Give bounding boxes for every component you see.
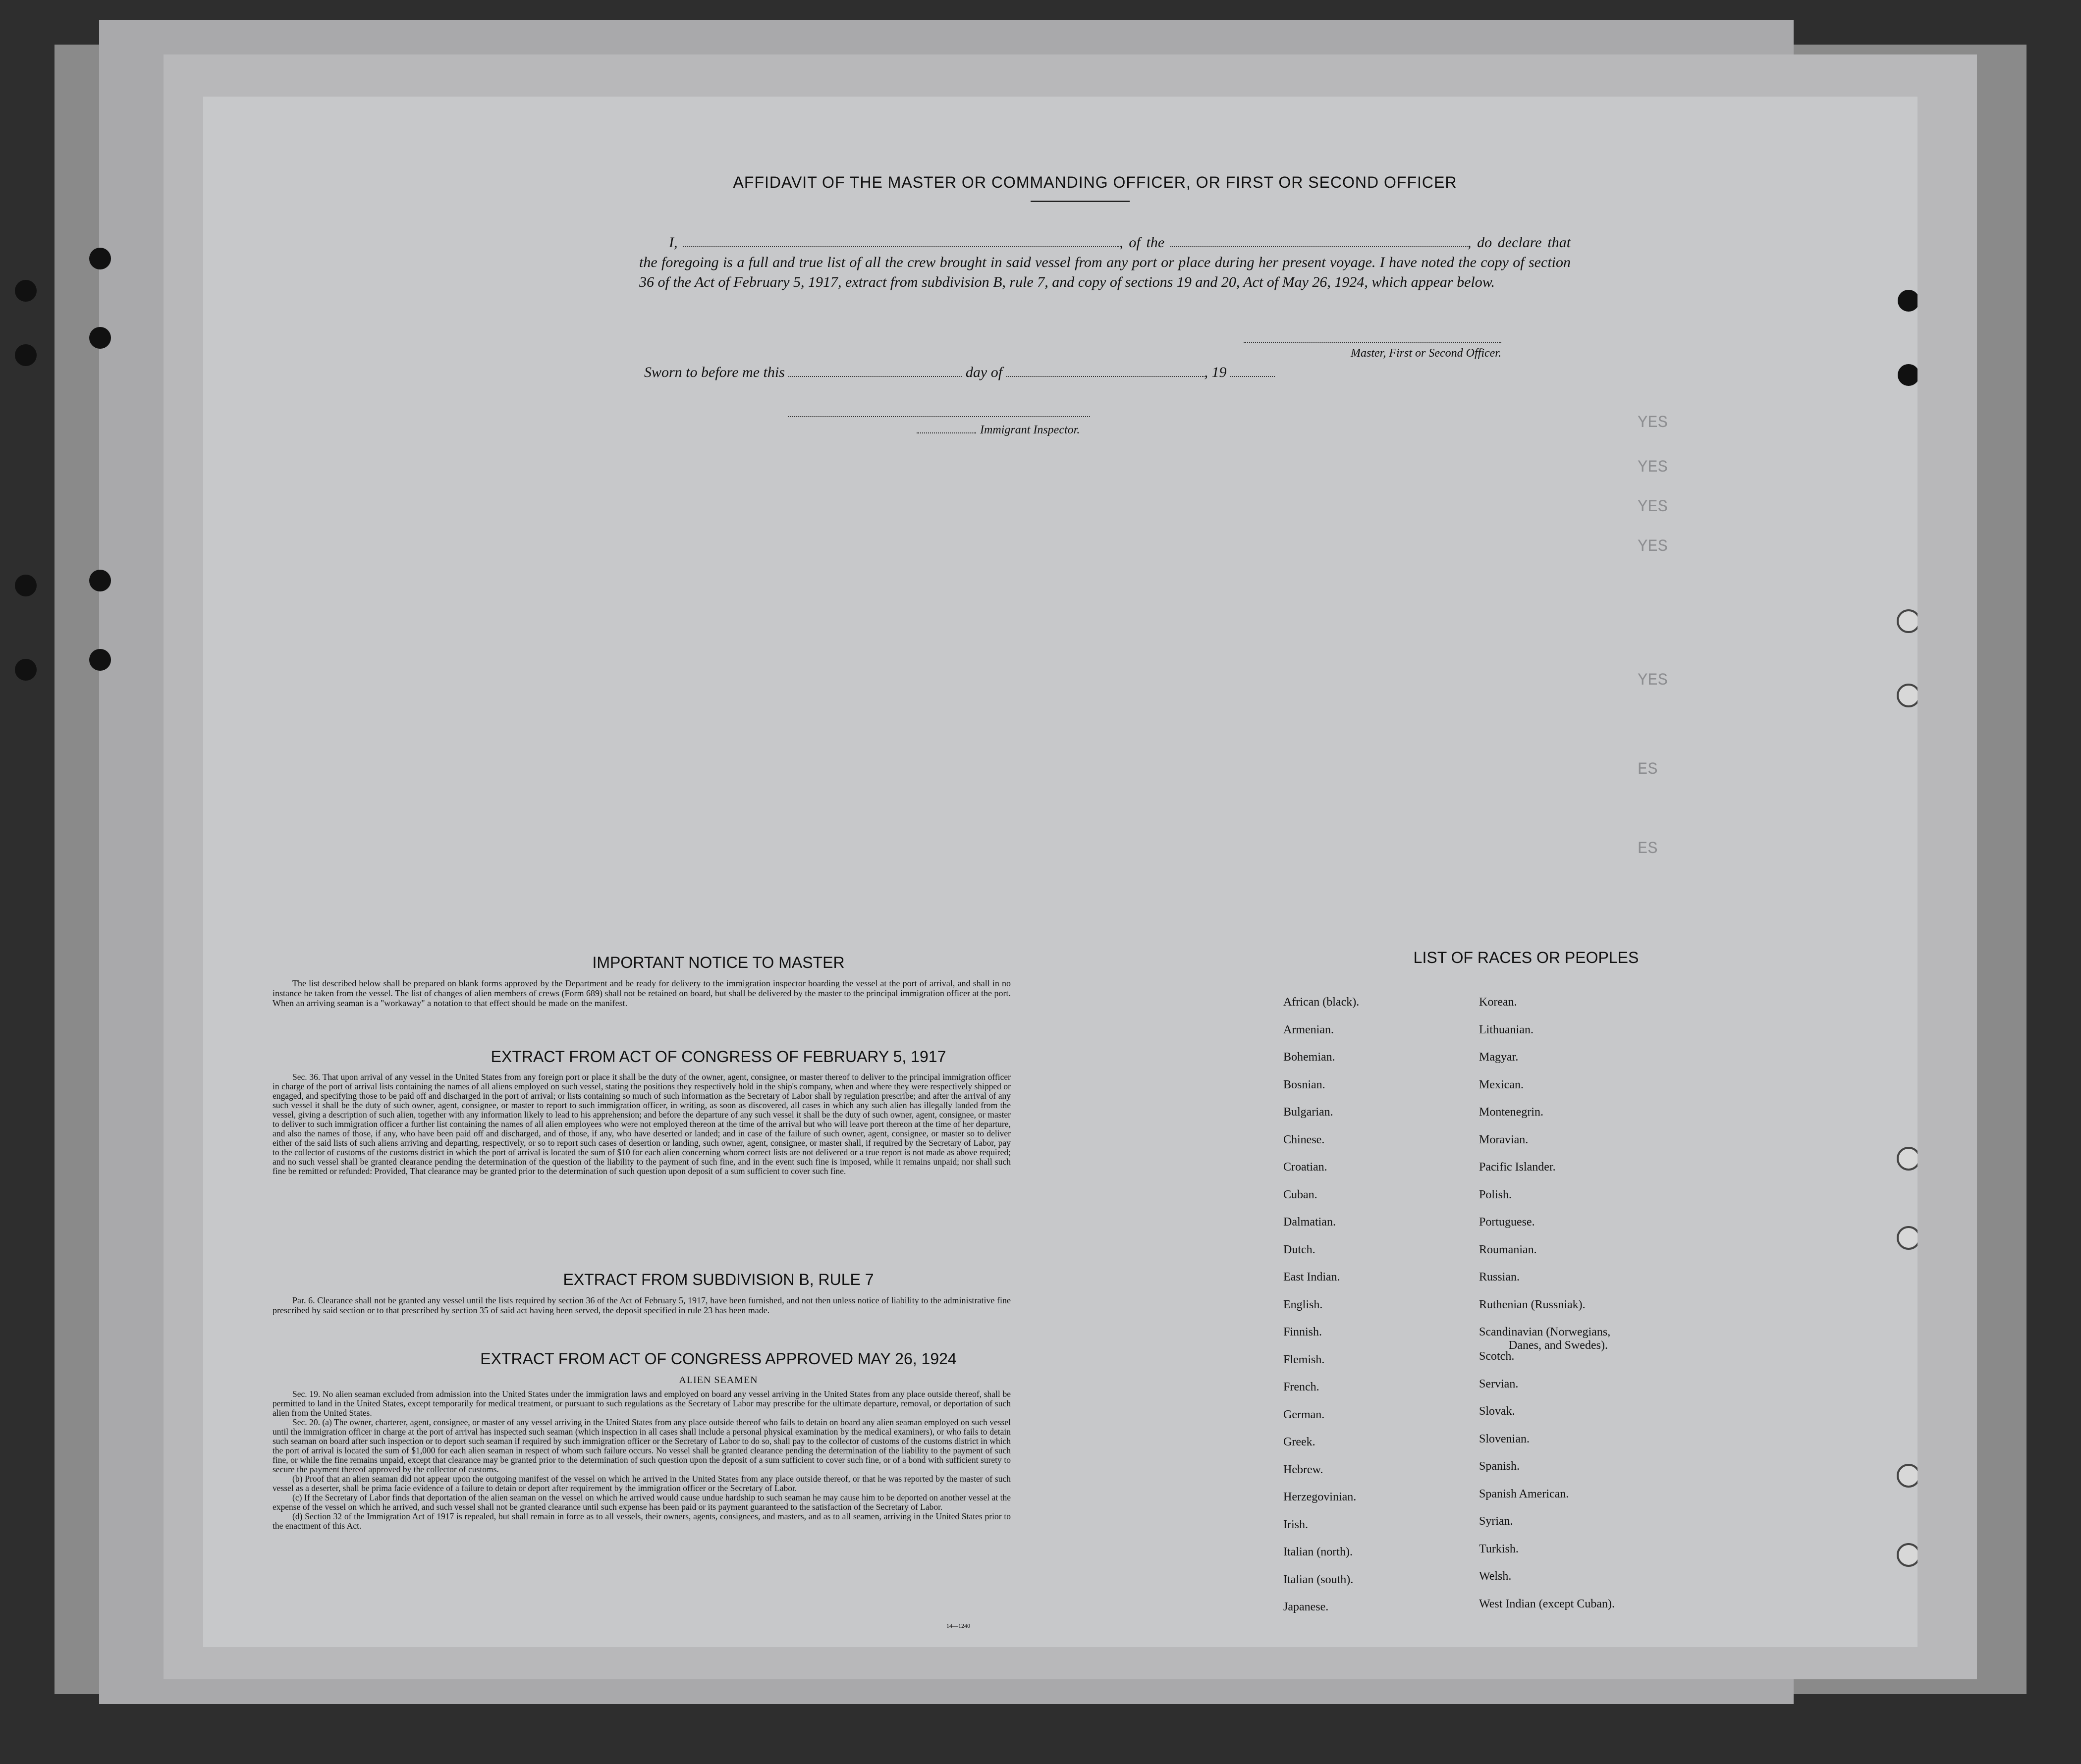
race-item: East Indian.	[1283, 1271, 1340, 1283]
signature-line[interactable]	[1244, 342, 1501, 343]
race-item: Herzegovinian.	[1283, 1491, 1357, 1503]
inspector-signature-line[interactable]	[788, 416, 1090, 417]
race-item: Scotch.	[1479, 1350, 1515, 1363]
race-item: Bulgarian.	[1283, 1106, 1333, 1119]
sworn-year-blank[interactable]	[1230, 366, 1275, 377]
race-item: Chinese.	[1283, 1133, 1325, 1146]
punch-hole	[15, 575, 37, 596]
race-item: French.	[1283, 1381, 1319, 1393]
reinforcement-ring	[1897, 1226, 1917, 1250]
race-item: Welsh.	[1479, 1570, 1512, 1583]
race-item: Japanese.	[1283, 1601, 1329, 1613]
title-rule	[1031, 201, 1130, 202]
race-item-scandinavian	[1479, 1326, 1615, 1352]
race-item: Bohemian.	[1283, 1051, 1335, 1064]
race-item: Finnish.	[1283, 1326, 1322, 1338]
race-item: German.	[1283, 1408, 1325, 1421]
section-19-paragraph: Sec. 19. No alien seaman excluded from admission into the United States under the immigration laws and employed on board any vessel arriving in the United States from any place outside thereof, shall be permitted to land in the United States, except temporarily for medical treatment, or pursuant to such regulations as the Secretary of Labor may prescribe for the ultimate departure, removal, or deportation of such alien from the United States.	[273, 1389, 1011, 1418]
races-title: LIST OF RACES OR PEOPLES	[1413, 949, 1639, 966]
punch-hole	[15, 344, 37, 366]
reinforcement-ring	[1897, 684, 1917, 707]
race-item: Dalmatian.	[1283, 1216, 1336, 1229]
race-item: Spanish American.	[1479, 1487, 1569, 1500]
race-item: Slovenian.	[1479, 1432, 1530, 1445]
punch-hole	[1898, 290, 1917, 312]
sworn-line	[644, 364, 1338, 381]
section-20b-paragraph: (b) Proof that an alien seaman did not appear upon the outgoing manifest of the vessel on which he arrived in the United States from any place outside thereof, or that he was reported by the master of such vessel as a deserter, shall be prima facie evidence of a failure to detain or deport after requirement by the immigration officer or the Secretary of Labor.	[273, 1474, 1011, 1493]
races-column-a	[1283, 996, 1359, 1628]
race-item: Servian.	[1479, 1377, 1519, 1390]
race-item: Polish.	[1479, 1188, 1512, 1201]
inspector-label	[917, 424, 1145, 437]
race-item: Ruthenian (Russniak).	[1479, 1298, 1586, 1311]
race-item: Bosnian.	[1283, 1078, 1325, 1091]
bleed-through-mark: ES	[1638, 840, 1658, 858]
signature-label: Master, First or Second Officer.	[1351, 347, 1501, 360]
reinforcement-ring	[1897, 1464, 1917, 1488]
punch-hole	[1898, 364, 1917, 386]
affidavit-statement: that the foregoing is a full and true list of all the crew brought in said vessel from any port or place during her present voyage. I have noted the copy of section 36 of the Act of February 5, 1917, extract from subdivision B, rule 7, and copy of sections 19 and 20, Act of May 26, 1924, which appear below.	[639, 234, 1571, 290]
sworn-date-blank[interactable]	[788, 366, 962, 377]
punch-hole	[89, 570, 111, 591]
race-item: Spanish.	[1479, 1460, 1520, 1473]
extract-1924-title: EXTRACT FROM ACT OF CONGRESS APPROVED MAY 26, 1924	[480, 1350, 957, 1368]
bleed-through-mark: ES	[1638, 760, 1658, 779]
notice-title: IMPORTANT NOTICE TO MASTER	[592, 954, 845, 971]
race-item-continuation: Danes, and Swedes).	[1509, 1339, 1608, 1352]
extract-1917-title: EXTRACT FROM ACT OF CONGRESS OF FEBRUARY 5, 1917	[491, 1048, 946, 1066]
race-item: Irish.	[1283, 1518, 1308, 1531]
race-item: Montenegrin.	[1479, 1106, 1543, 1119]
form-number: 14—1240	[946, 1622, 970, 1629]
vessel-blank[interactable]	[1170, 236, 1468, 247]
punch-hole	[89, 327, 111, 349]
bleed-through-mark: YES	[1638, 537, 1668, 556]
race-item: Italian (south).	[1283, 1573, 1354, 1586]
race-item: Mexican.	[1479, 1078, 1524, 1091]
race-item: Magyar.	[1479, 1051, 1519, 1064]
reinforcement-ring	[1897, 1147, 1917, 1171]
race-item: African (black).	[1283, 996, 1360, 1009]
race-item: Syrian.	[1479, 1515, 1513, 1528]
reinforcement-ring	[1897, 1543, 1917, 1567]
race-item: Dutch.	[1283, 1243, 1315, 1256]
punch-hole	[89, 248, 111, 269]
section-20d-paragraph: (d) Section 32 of the Immigration Act of 1917 is repealed, but shall remain in force as to all vessels, their owners, agents, consignees, and masters, and as to all seamen, arriving in the United States prior to the enactment of this Act.	[273, 1511, 1011, 1531]
race-item: Portuguese.	[1479, 1216, 1535, 1229]
extract-rule7-text: Par. 6. Clearance shall not be granted any vessel until the lists required by section 36 of the Act of February 5, 1917, have been furnished, and not then unless notice of liability to the administrative fine prescribed by said section or to that prescribed by section 35 of said act having been served, the deposit specified in rule 23 has been made.	[273, 1295, 1011, 1315]
affidavit-of-the: , of the	[1119, 234, 1165, 251]
sworn-month-blank[interactable]	[1006, 366, 1205, 377]
bleed-through-mark: YES	[1638, 414, 1668, 432]
race-item: Cuban.	[1283, 1188, 1317, 1201]
notice-text: The list described below shall be prepared on blank forms approved by the Department and be ready for delivery to the immigration inspector boarding the vessel at the port of arrival, and shall in no instance be taken from the vessel. The list of changes of alien members of crews (Form 689) shall not be retained on board, but shall be delivered by the master to the principal immigration officer at the port. When an arriving seaman is a "workaway" a notation to that effect should be made on the manifest.	[273, 978, 1011, 1008]
section-20c-paragraph: (c) If the Secretary of Labor finds that deportation of the alien seaman on the vessel on which he arrived would cause undue hardship to such seaman he may cause him to be deported on another vessel at the expense of the vessel on which he arrived, and such vessel shall not be granted clearance until such expense has been paid or its payment guaranteed to the satisfaction of the Secretary of Labor.	[273, 1493, 1011, 1512]
race-item: Flemish.	[1283, 1353, 1325, 1366]
punch-hole	[15, 280, 37, 302]
reinforcement-ring	[1897, 609, 1917, 633]
race-item: Italian (north).	[1283, 1546, 1353, 1558]
sworn-year-label: , 19	[1204, 364, 1227, 380]
bleed-through-mark: YES	[1638, 671, 1668, 690]
race-item: Roumanian.	[1479, 1243, 1537, 1256]
race-item: Korean.	[1479, 996, 1517, 1009]
race-item: Turkish.	[1479, 1542, 1519, 1555]
race-item: Hebrew.	[1283, 1463, 1323, 1476]
affidavit-paragraph	[639, 233, 1571, 292]
extract-rule7-title: EXTRACT FROM SUBDIVISION B, RULE 7	[563, 1271, 874, 1288]
sworn-day-label: day of	[965, 364, 1003, 380]
race-item: Moravian.	[1479, 1133, 1529, 1146]
name-blank[interactable]	[683, 236, 1119, 247]
race-item: Greek.	[1283, 1436, 1315, 1448]
race-item: West Indian (except Cuban).	[1479, 1597, 1615, 1610]
inspector-label-text: Immigrant Inspector.	[980, 424, 1080, 436]
punch-hole	[89, 649, 111, 671]
race-item: Slovak.	[1479, 1405, 1515, 1418]
bleed-through-mark: YES	[1638, 458, 1668, 477]
section-20a-paragraph: Sec. 20. (a) The owner, charterer, agent, consignee, or master of any vessel arriving in the United States from any place outside thereof who fails to detain on board any alien seaman employed on such vessel until the immigration officer in charge at the port of arrival has inspected such seaman (which inspection in all cases shall include a personal physical examination by the medical examiners), or who fails to detain such seaman on board after such inspection or to deport such seaman if required by such immigration officer or the Secretary of Labor to do so, shall pay to the collector of customs of the customs district in which the port of arrival is located the sum of $1,000 for each alien seaman in respect of whom such failure occurs. No vessel shall be granted clearance pending the determination of the liability to the payment of such fine, or while the fine remains unpaid, except that clearance may be granted prior to the determination of such question upon the deposit of a sum sufficient to cover such fine, or of a bond with sufficient surety to secure the payment thereof approved by the collector of customs.	[273, 1417, 1011, 1474]
race-item: Russian.	[1479, 1271, 1520, 1283]
affidavit-title: AFFIDAVIT OF THE MASTER OR COMMANDING OFFICER, OR FIRST OR SECOND OFFICER	[733, 173, 1457, 191]
race-item: Scandinavian (Norwegians,	[1479, 1326, 1611, 1338]
affidavit-declare: , do declare	[1467, 234, 1542, 251]
bleed-through-mark: YES	[1638, 498, 1668, 517]
affidavit-i: I,	[669, 234, 678, 251]
race-item: Armenian.	[1283, 1023, 1334, 1036]
race-item: Pacific Islander.	[1479, 1161, 1556, 1174]
race-item: Croatian.	[1283, 1161, 1327, 1174]
race-item: Lithuanian.	[1479, 1023, 1533, 1036]
manifest-page	[203, 97, 1917, 1647]
extract-1924-text	[273, 1390, 1011, 1531]
extract-1917-text: Sec. 36. That upon arrival of any vessel in the United States from any foreign port or place it shall be the duty of the owner, agent, consignee, or master thereof to deliver to the principal immigration officer in charge of the port of arrival lists containing the names of all aliens employed on such vessel, stating the positions they respectively hold in the ship's company, when and where they were respectively shipped or engaged, and specifying those to be paid off and discharged in the port of arrival; or lists containing so much of such information as the Secretary of Labor shall by regulation prescribe; and after the arrival of any such vessel it shall be the duty of such owner, agent, consignee, or master to report to such immigration officer, in writing, as soon as discovered, all cases in which any such alien has illegally landed from the vessel, giving a description of such alien, together with any information likely to lead to his apprehension; and before the departure of any such vessel it shall be the duty of such owner, agent, consignee, or master to deliver to such immigration officer a further list containing the names of all alien employees who were not employed thereon at the time of the arrival but who will leave port thereon at the time of her departure, and also the names of those, if any, who have been paid off and discharged, and of those, if any, who have deserted or landed; and in case of the failure of such owner, agent, consignee, or master so to deliver either of the said lists of such aliens arriving and departing, respectively, or so to report such cases of desertion or landing, such owner, agent, consignee, or master shall, if required by the Secretary of Labor, pay to the collector of customs of the customs district in which the port of arrival is located the sum of $10 for each alien concerning whom correct lists are not delivered or a true report is not made as above required; and no such vessel shall be granted clearance pending the determination of the question of the liability to the payment of such fine, and in the event such fine is imposed, while it remains unpaid; nor shall such fine be remitted or refunded: Provided, That clearance may be granted prior to the determination of such question upon deposit of a sum sufficient to cover such fine.	[273, 1072, 1011, 1176]
sworn-prefix: Sworn to before me this	[644, 364, 785, 380]
race-item: English.	[1283, 1298, 1323, 1311]
extract-1924-subtitle: ALIEN SEAMEN	[679, 1375, 758, 1386]
races-column-b	[1479, 996, 1615, 1625]
punch-hole	[15, 659, 37, 681]
